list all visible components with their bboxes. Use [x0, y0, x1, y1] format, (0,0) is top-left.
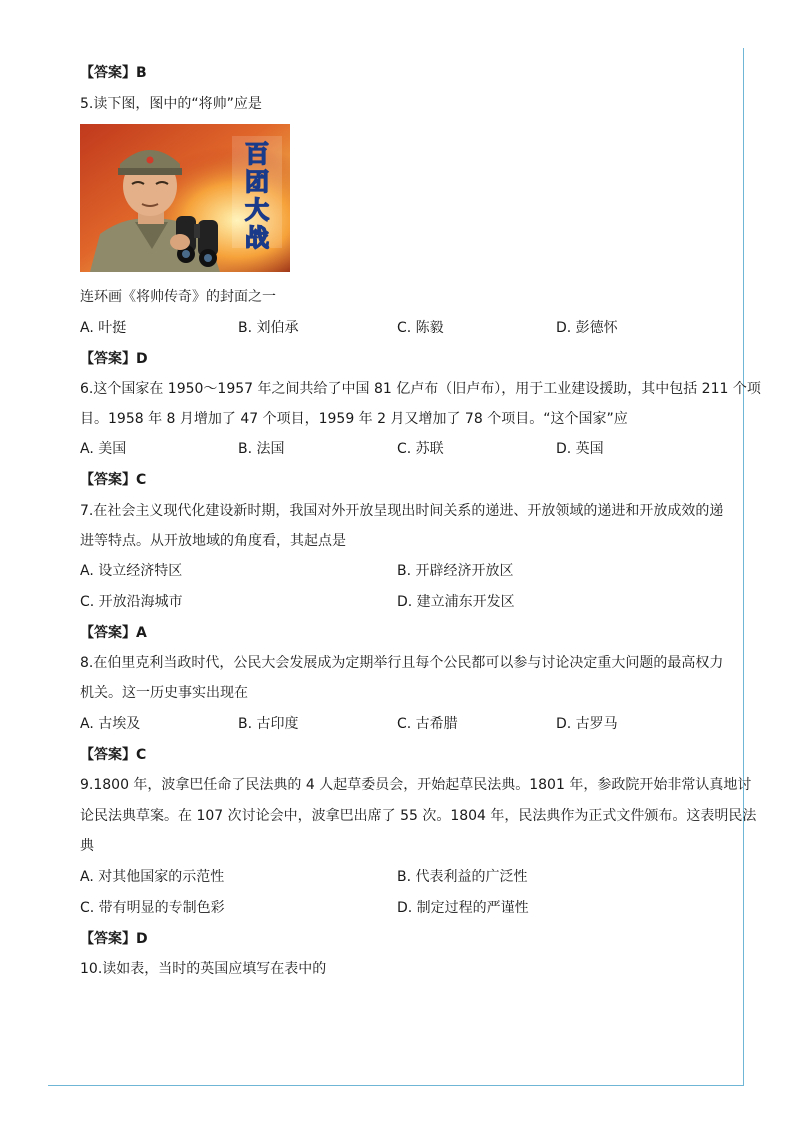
q5-option-d[interactable]: D. 彭德怀 — [556, 320, 618, 336]
comic-cover-image — [80, 124, 290, 272]
question-9-stem-line-3: 典 — [80, 838, 94, 854]
question-6-stem-line-1: 6.这个国家在 1950～1957 年之间共给了中国 81 亿卢布（旧卢布），用于工业建设援助，其中包括 211 个项 — [80, 381, 761, 397]
question-5-stem: 5.读下图，图中的“将帅”应是 — [80, 96, 262, 112]
q8-option-d[interactable]: D. 古罗马 — [556, 716, 618, 732]
q8-option-b[interactable]: B. 古印度 — [238, 716, 299, 732]
q6-option-c[interactable]: C. 苏联 — [397, 441, 444, 457]
question-9-stem-line-1: 9.1800 年，波拿巴任命了民法典的 4 人起草委员会，开始起草民法典。1801 年，参政院开始非常认真地讨 — [80, 777, 752, 793]
q6-option-a[interactable]: A. 美国 — [80, 441, 127, 457]
page-border-bottom — [48, 1085, 744, 1086]
q6-option-d[interactable]: D. 英国 — [556, 441, 604, 457]
q9-option-d[interactable]: D. 制定过程的严谨性 — [397, 900, 529, 916]
answer-q9: 【答案】D — [80, 931, 148, 947]
q7-option-c[interactable]: C. 开放沿海城市 — [80, 594, 183, 610]
answer-q5: 【答案】D — [80, 351, 148, 367]
question-5-caption: 连环画《将帅传奇》的封面之一 — [80, 289, 276, 305]
question-8-stem-line-2: 机关。这一历史事实出现在 — [80, 685, 248, 701]
poster-title-char-4: 战 — [245, 224, 269, 252]
answer-q7: 【答案】A — [80, 625, 147, 641]
answer-q4: 【答案】B — [80, 65, 147, 81]
q7-option-d[interactable]: D. 建立浦东开发区 — [397, 594, 515, 610]
q9-option-b[interactable]: B. 代表利益的广泛性 — [397, 869, 528, 885]
q5-option-a[interactable]: A. 叶挺 — [80, 320, 127, 336]
question-6-stem-line-2: 目。1958 年 8 月增加了 47 个项目，1959 年 2 月又增加了 78 个项目。“这个国家”应 — [80, 411, 628, 427]
answer-q6: 【答案】C — [80, 472, 147, 488]
q8-option-a[interactable]: A. 古埃及 — [80, 716, 141, 732]
answer-q8: 【答案】C — [80, 747, 147, 763]
q7-option-b[interactable]: B. 开辟经济开放区 — [397, 563, 514, 579]
q9-option-c[interactable]: C. 带有明显的专制色彩 — [80, 900, 225, 916]
q5-option-c[interactable]: C. 陈毅 — [397, 320, 444, 336]
question-7-stem-line-2: 进等特点。从开放地域的角度看，其起点是 — [80, 533, 346, 549]
q5-option-b[interactable]: B. 刘伯承 — [238, 320, 299, 336]
poster-title-char-2: 团 — [245, 168, 269, 196]
question-7-stem-line-1: 7.在社会主义现代化建设新时期，我国对外开放呈现出时间关系的递进、开放领域的递进和开放成效的递 — [80, 503, 724, 519]
poster-title-char-1: 百 — [245, 140, 269, 168]
q9-option-a[interactable]: A. 对其他国家的示范性 — [80, 869, 225, 885]
q8-option-c[interactable]: C. 古希腊 — [397, 716, 458, 732]
question-8-stem-line-1: 8.在伯里克利当政时代，公民大会发展成为定期举行且每个公民都可以参与讨论决定重大问题的最高权力 — [80, 655, 724, 671]
q6-option-b[interactable]: B. 法国 — [238, 441, 285, 457]
poster-title-char-3: 大 — [245, 196, 269, 224]
question-9-stem-line-2: 论民法典草案。在 107 次讨论会中，波拿巴出席了 55 次。1804 年，民法典作为正式文件颁布。这表明民法 — [80, 808, 757, 824]
question-10-stem: 10.读如表，当时的英国应填写在表中的 — [80, 961, 327, 977]
page-border-right — [743, 48, 744, 1085]
q7-option-a[interactable]: A. 设立经济特区 — [80, 563, 183, 579]
